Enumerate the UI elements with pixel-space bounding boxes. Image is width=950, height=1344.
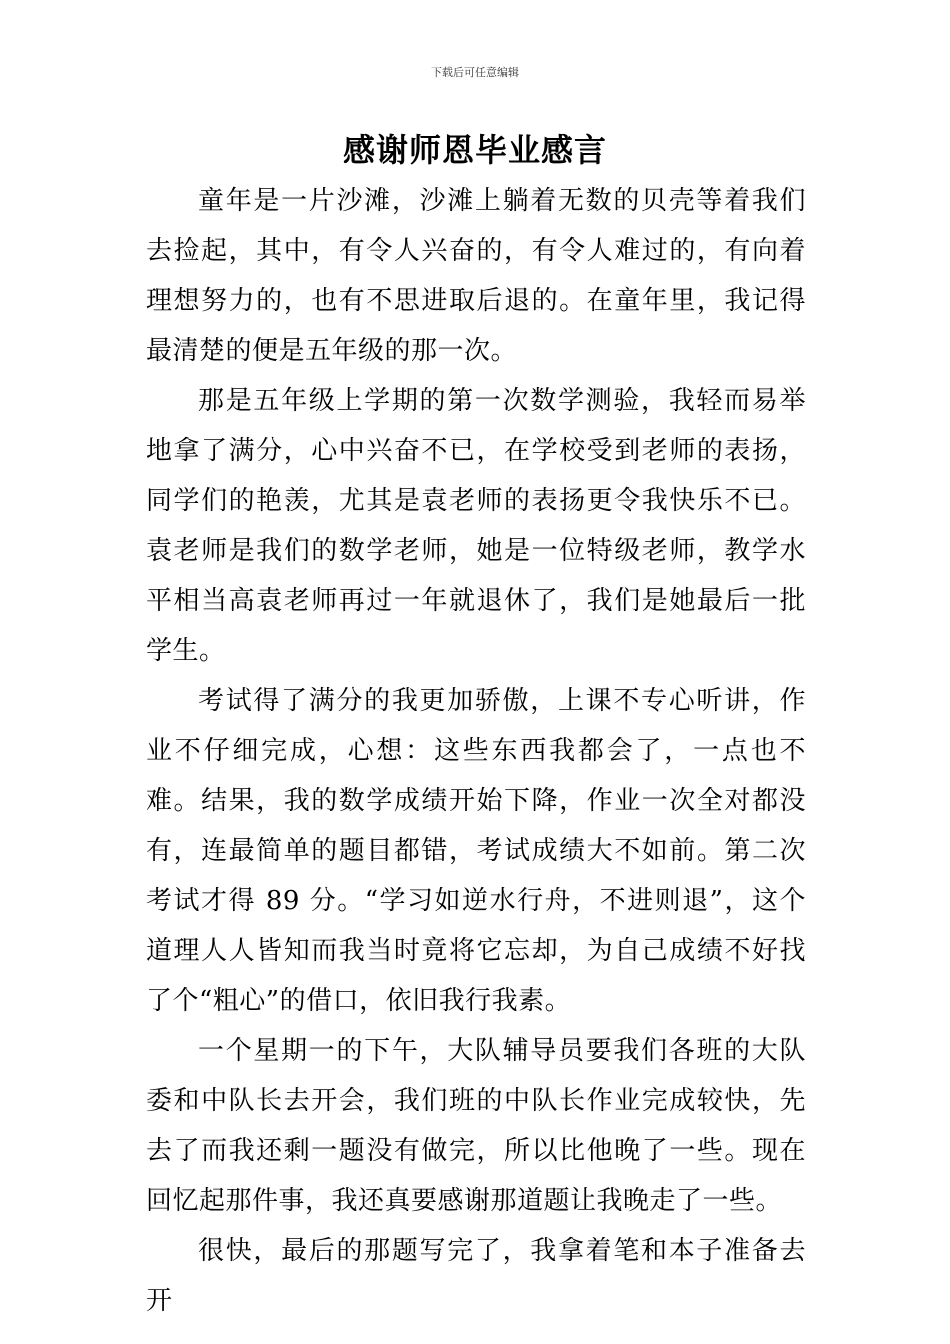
paragraph-5: 很快，最后的那题写完了，我拿着笔和本子准备去开 bbox=[146, 1236, 806, 1316]
paragraph-1: 童年是一片沙滩，沙滩上躺着无数的贝壳等着我们去捡起，其中，有令人兴奋的，有令人难过的，有向着理想努力的，也有不思进取后退的。在童年里，我记得最清楚的便是五年级的那一次。 bbox=[146, 186, 806, 366]
paragraph-2: 那是五年级上学期的第一次数学测验，我轻而易举地拿了满分，心中兴奋不已，在学校受到老师的表扬，同学们的艳羡，尤其是袁老师的表扬更令我快乐不已。袁老师是我们的数学老师，她是一位特级老师，教学水平相当高袁老师再过一年就退休了，我们是她最后一批学生。 bbox=[146, 386, 806, 666]
page-title: 感谢师恩毕业感言 bbox=[342, 131, 607, 169]
paragraph-3: 考试得了满分的我更加骄傲，上课不专心听讲，作业不仔细完成，心想：这些东西我都会了，一点也不难。结果，我的数学成绩开始下降，作业一次全对都没有，连最简单的题目都错，考试成绩大不如前。第二次考试才得 89 分。“学习如逆水行舟，不进则退”，这个道理人人皆知而我当时竟将它忘却，为自己成绩不好找了个“粗心”的借口，依旧我行我素。 bbox=[146, 686, 806, 1016]
paragraph-4: 一个星期一的下午，大队辅导员要我们各班的大队委和中队长去开会，我们班的中队长作业完成较快，先去了而我还剩一题没有做完，所以比他晚了一些。现在回忆起那件事，我还真要感谢那道题让我晚走了一些。 bbox=[146, 1036, 806, 1216]
header-note: 下载后可任意编辑 bbox=[431, 66, 519, 79]
document-body bbox=[146, 176, 806, 1326]
